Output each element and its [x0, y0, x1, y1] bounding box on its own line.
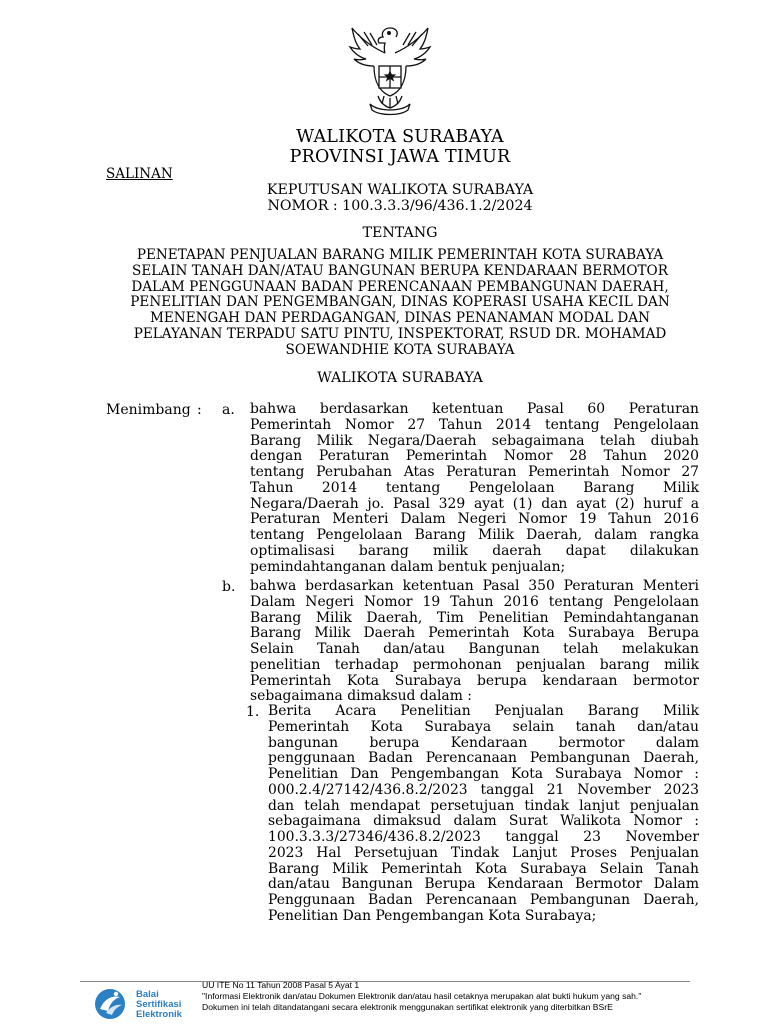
considering-colon: :: [197, 402, 202, 418]
copy-label: SALINAN: [106, 166, 173, 182]
bsre-logo-text: [136, 990, 182, 1020]
text-line: Peraturan Menteri Dalam Negeri Nomor 19 Tahun 2016: [250, 511, 699, 528]
text-line: dan telah mendapat persetujuan tindak lanjut penjualan: [268, 797, 699, 814]
text-line: pemindahtanganan dalam bentuk penjualan;: [250, 558, 566, 575]
footer-signature-note: Dokumen ini telah ditandatangani secara elektronik menggunakan sertifikat elektronik yang diterbitkan BSrE: [202, 1002, 613, 1012]
text-line: Dalam Negeri Nomor 19 Tahun 2016 tentang Pengelolaan: [250, 593, 699, 610]
text-line: bahwa berdasarkan ketentuan Pasal 60 Peraturan: [250, 401, 699, 417]
footer-law-reference: UU ITE No 11 Tahun 2008 Pasal 5 Ayat 1: [202, 980, 360, 990]
text-line: bahwa berdasarkan ketentuan Pasal 350 Peraturan Menteri: [250, 578, 699, 594]
issuer-title: WALIKOTA SURABAYA: [317, 370, 483, 386]
text-line: 000.2.4/27142/436.8.2/2023 tanggal 21 November 2023: [268, 781, 699, 798]
text-line: Barang Milik Daerah, Tim Penelitian Pemindahtanganan: [250, 609, 699, 626]
decree-about: TENTANG: [362, 225, 438, 241]
considering-item-b: [250, 579, 699, 705]
text-line: Tahun 2014 tentang Pengelolaan Barang Milik: [250, 479, 699, 496]
text-line: 100.3.3.3/27346/436.8.2/2023 tanggal 23 November: [268, 829, 699, 845]
considering-subitem-1: [268, 704, 699, 925]
subject-line: PENETAPAN PENJUALAN BARANG MILIK PEMERINTAH KOTA SURABAYA: [136, 247, 664, 263]
subject-line: MENENGAH DAN PERDAGANGAN, DINAS PENANAMAN MODAL DAN: [149, 310, 651, 327]
garuda-emblem-icon: [344, 22, 436, 118]
text-line: tentang Pengelolaan Barang Milik Daerah, dalam rangka: [250, 527, 699, 543]
subject-line: DALAM PENGGUNAAN BADAN PERENCANAAN PEMBANGUNAN DAERAH,: [131, 278, 669, 295]
text-line: Penelitian Dan Pengembangan Kota Surabaya;: [268, 907, 597, 924]
text-line: Berita Acara Penelitian Penjualan Barang Milik: [268, 703, 699, 719]
text-line: tentang Perubahan Atas Peraturan Pemerintah Nomor 27: [250, 464, 699, 480]
text-line: 2023 Hal Persetujuan Tindak Lanjut Proses Penjualan: [268, 844, 699, 861]
text-line: sebagaimana dimaksud dalam Surat Walikota Nomor :: [268, 813, 699, 830]
text-line: Penelitian Dan Pengembangan Kota Surabaya Nomor :: [268, 766, 699, 782]
text-line: Pemerintah Kota Surabaya berupa kendaraan bermotor: [250, 672, 699, 689]
considering-label: Menimbang: [106, 402, 191, 418]
text-line: sebagaimana dimaksud dalam :: [250, 688, 472, 705]
logo-line: Balai: [136, 989, 159, 1000]
decree-title: KEPUTUSAN WALIKOTA SURABAYA: [266, 182, 534, 198]
subitem-marker-1: 1.: [246, 704, 260, 720]
item-marker-a: a.: [222, 402, 235, 418]
decree-number: NOMOR : 100.3.3.3/96/436.1.2/2024: [267, 198, 533, 214]
text-line: Pemerintah Nomor 27 Tahun 2014 tentang Pengelolaan: [250, 416, 699, 433]
subject-line: PELAYANAN TERPADU SATU PINTU, INSPEKTORAT, RSUD DR. MOHAMAD: [133, 325, 667, 342]
footer-notes: [202, 980, 641, 1013]
subject-line: SOEWANDHIE KOTA SURABAYA: [285, 341, 515, 358]
text-line: penggunaan Badan Perencanaan Pembangunan Daerah,: [268, 750, 699, 767]
decree-subject: [100, 248, 700, 359]
text-line: Negara/Daerah jo. Pasal 329 ayat (1) dan ayat (2) huruf a: [250, 495, 699, 512]
text-line: Barang Milik Pemerintah Kota Surabaya Selain Tanah: [268, 860, 699, 877]
text-line: Pemerintah Kota Surabaya selain tanah dan/atau: [268, 718, 699, 735]
province-title: PROVINSI JAWA TIMUR: [289, 147, 511, 167]
subject-line: SELAIN TANAH DAN/ATAU BANGUNAN BERUPA KENDARAAN BERMOTOR: [132, 262, 668, 279]
footer-quote: "Informasi Elektronik dan/atau Dokumen Elektronik dan/atau hasil cetaknya merupakan alat bukti hukum yang sah.": [202, 991, 642, 1001]
text-line: optimalisasi barang milik daerah dapat dilakukan: [250, 542, 699, 559]
item-marker-b: b.: [222, 579, 236, 595]
subject-line: PENELITIAN DAN PENGEMBANGAN, DINAS KOPERASI USAHA KECIL DAN: [130, 294, 670, 311]
text-line: Barang Milik Daerah Pemerintah Kota Surabaya Berupa: [250, 625, 699, 642]
logo-line: Elektronik: [136, 1009, 182, 1020]
text-line: Penggunaan Badan Perencanaan Pembangunan Daerah,: [268, 892, 699, 908]
text-line: dan/atau Bangunan Berupa Kendaraan Bermotor Dalam: [268, 876, 699, 893]
text-line: bangunan berupa Kendaraan bermotor dalam: [268, 734, 699, 751]
text-line: Selain Tanah dan/atau Bangunan telah melakukan: [250, 641, 699, 657]
text-line: dengan Peraturan Pemerintah Nomor 28 Tahun 2020: [250, 448, 699, 465]
text-line: penelitian terhadap permohonan penjualan barang milik: [250, 656, 699, 673]
logo-line: Sertifikasi: [136, 999, 182, 1010]
text-line: Barang Milik Negara/Daerah sebagaimana telah diubah: [250, 432, 699, 449]
considering-item-a: [250, 402, 699, 575]
office-title: WALIKOTA SURABAYA: [296, 127, 504, 147]
